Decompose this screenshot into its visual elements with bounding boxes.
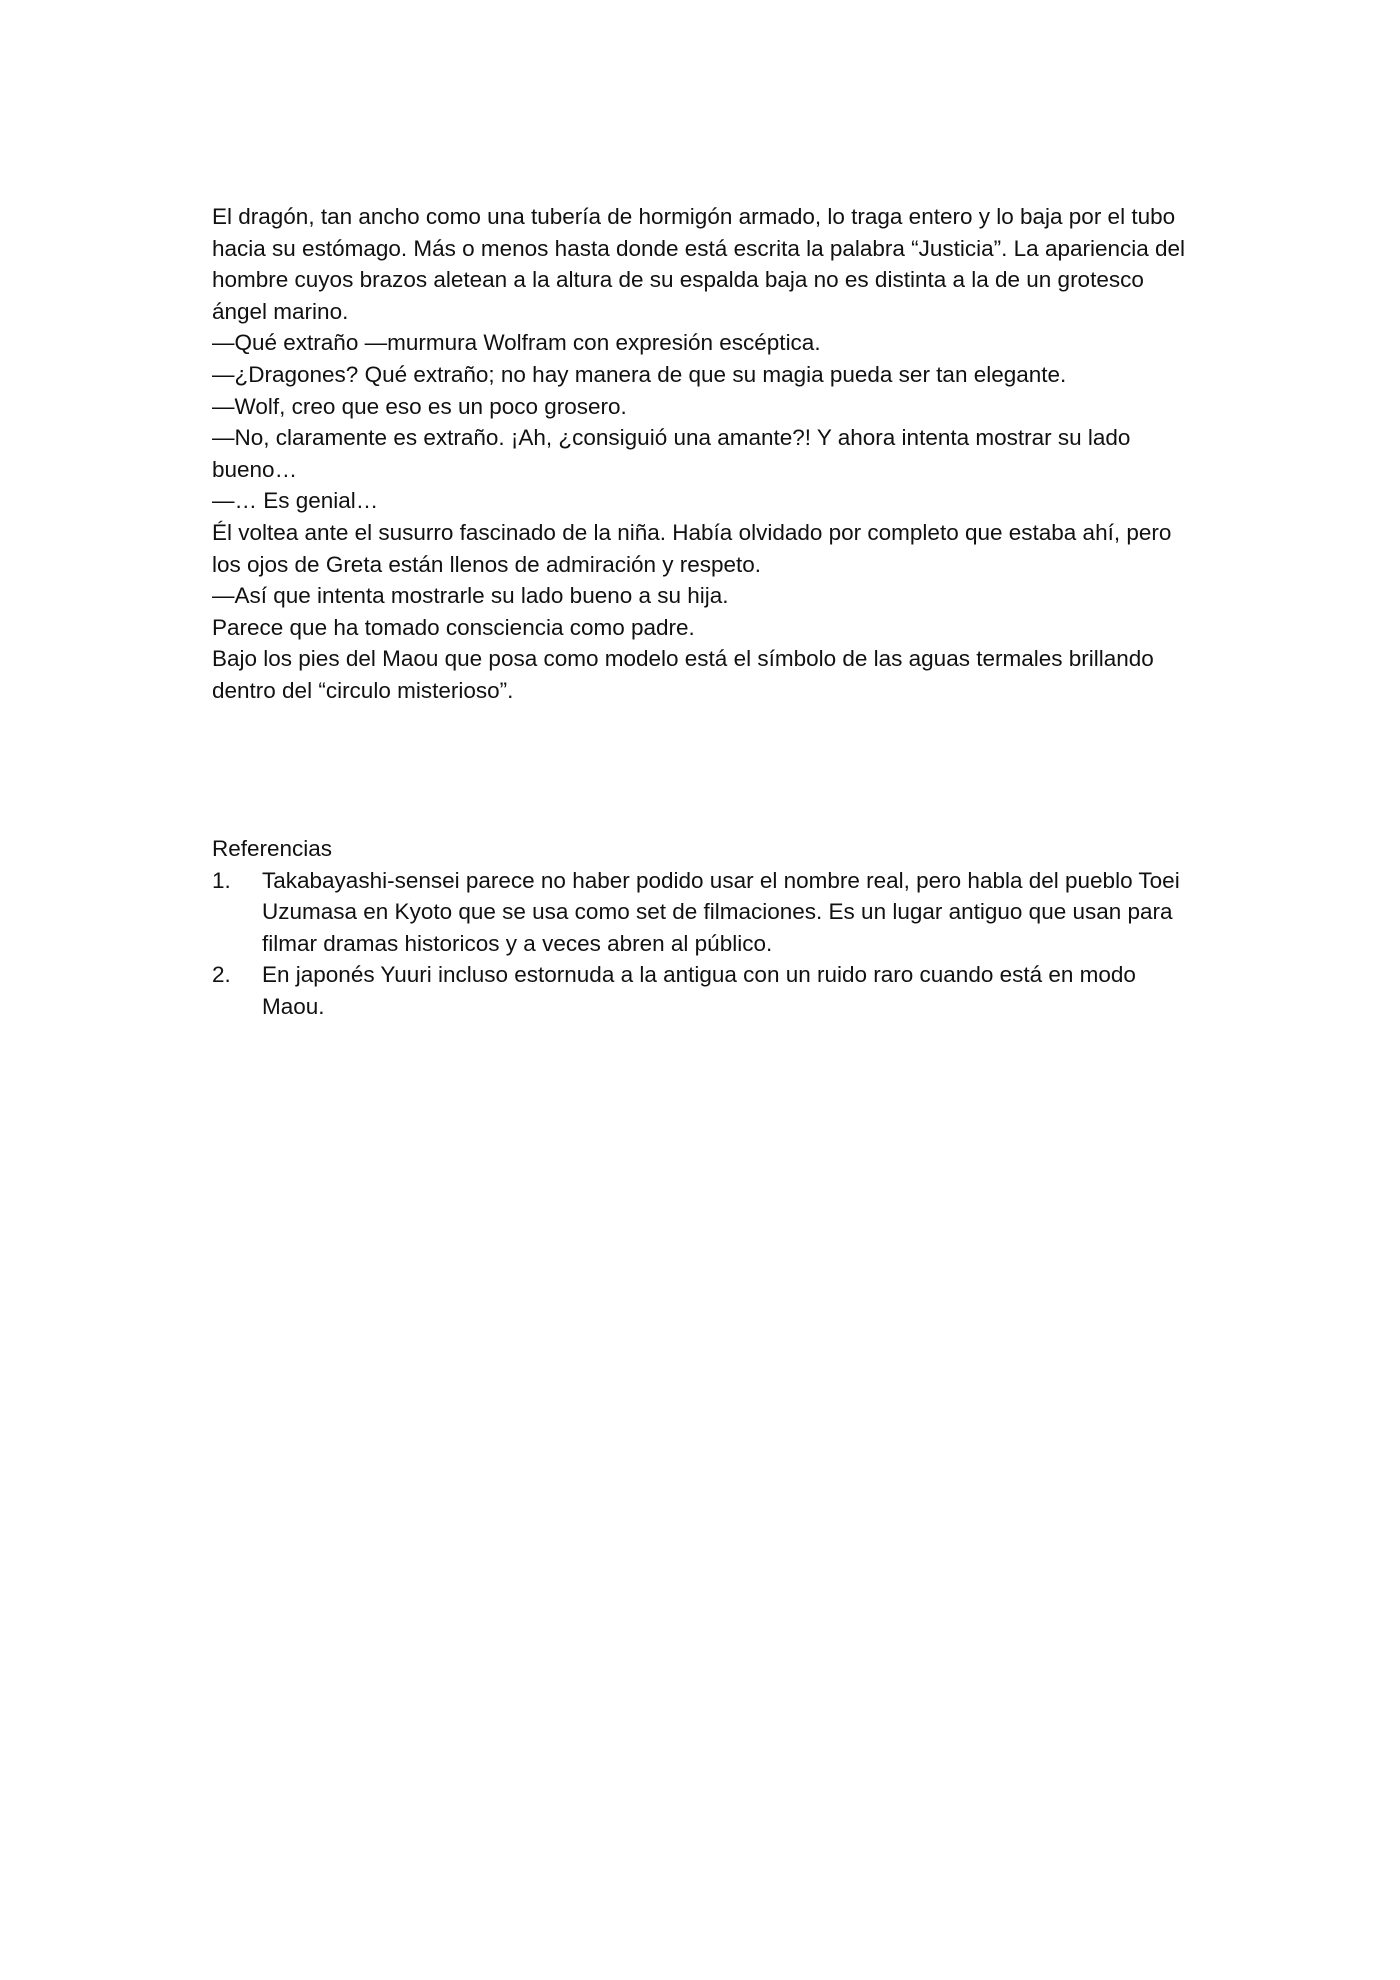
body-text — [212, 201, 1196, 707]
reference-text: Takabayashi-sensei parece no haber podido usar el nombre real, pero habla del pueblo Toei Uzumasa en Kyoto que se usa como set de filmaciones. Es un lugar antiguo que usan para filmar dramas historicos y a veces abren al público. — [262, 867, 1180, 956]
reference-item — [212, 865, 1202, 960]
dialogue-line: —Así que intenta mostrarle su lado bueno a su hija. — [212, 583, 729, 609]
references-heading: Referencias — [212, 836, 333, 861]
dialogue-line: —… Es genial… — [212, 488, 379, 514]
dialogue-line: —Qué extraño —murmura Wolfram con expresión escéptica. — [212, 330, 821, 356]
narrative-paragraph: Parece que ha tomado consciencia como padre. — [212, 614, 695, 640]
narrative-paragraph: Él voltea ante el susurro fascinado de la niña. Había olvidado por completo que estaba ahí, pero los ojos de Greta están llenos de admiración y respeto. — [212, 519, 1172, 577]
reference-number: 2. — [212, 962, 231, 988]
narrative-paragraph: Bajo los pies del Maou que posa como modelo está el símbolo de las aguas termales brillando dentro del “circulo misterioso”. — [212, 646, 1154, 703]
reference-item — [212, 959, 1202, 1022]
references-list — [212, 865, 1202, 1023]
references-section — [212, 833, 1202, 1023]
narrative-paragraph: El dragón, tan ancho como una tubería de hormigón armado, lo traga entero y lo baja por el tubo hacia su estómago. Más o menos hasta donde está escrita la palabra “Justicia”. La apariencia del hombre cuyos brazos aletean a la altura de su espalda baja no es distinta a la de un grotesco ángel marino. — [212, 204, 1186, 324]
dialogue-line: —No, claramente es extraño. ¡Ah, ¿consiguió una amante?! Y ahora intenta mostrar su lado bueno… — [212, 425, 1131, 482]
reference-number: 1. — [212, 867, 231, 893]
reference-text: En japonés Yuuri incluso estornuda a la antigua con un ruido raro cuando está en modo Maou. — [262, 962, 1136, 1019]
dialogue-line: —¿Dragones? Qué extraño; no hay manera de que su magia pueda ser tan elegante. — [212, 361, 1067, 387]
dialogue-line: —Wolf, creo que eso es un poco grosero. — [212, 393, 627, 419]
